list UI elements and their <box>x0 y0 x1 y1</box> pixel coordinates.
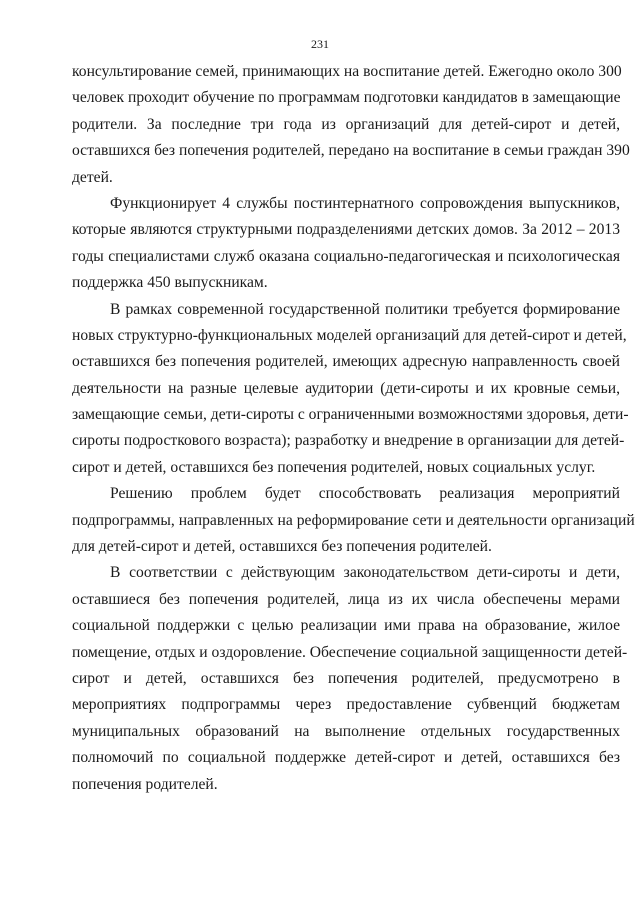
text-line: В соответствии с действующим законодательством дети-сироты и дети, <box>110 564 620 582</box>
text-line: оставшиеся без попечения родителей, лица из их числа обеспечены мерами <box>72 590 620 608</box>
paragraph <box>72 191 620 297</box>
text-line: детей. <box>72 168 113 186</box>
paragraph <box>72 59 630 191</box>
text-line: оставшихся без попечения родителей, имеющих адресную направленность своей <box>72 353 620 371</box>
text-line: В рамках современной государственной политики требуется формирование <box>110 300 620 318</box>
text-line: которые являются структурными подразделениями детских домов. За 2012 – 2013 <box>72 221 620 239</box>
text-line: замещающие семьи, дети-сироты с ограниченными возможностями здоровья, дети- <box>72 406 629 424</box>
text-line: Решению проблем будет способствовать реализация мероприятий <box>110 485 620 503</box>
text-line: родители. За последние три года из организаций для детей-сирот и детей, <box>72 115 620 133</box>
text-line: сироты подросткового возраста); разработку и внедрение в организации для детей- <box>72 432 625 450</box>
text-line: деятельности на разные целевые аудитории (дети-сироты и их кровные семьи, <box>72 379 620 397</box>
text-line: социальной поддержки с целью реализации ими права на образование, жилое <box>72 617 620 635</box>
text-line: попечения родителей. <box>72 775 218 793</box>
page-number: 231 <box>311 37 329 51</box>
text-line: для детей-сирот и детей, оставшихся без попечения родителей. <box>72 538 492 556</box>
text-line: полномочий по социальной поддержке детей-сирот и детей, оставшихся без <box>72 749 620 767</box>
text-line: годы специалистами служб оказана социально-педагогическая и психологическая <box>72 247 620 265</box>
paragraph <box>72 481 635 560</box>
text-line: сирот и детей, оставшихся без попечения родителей, предусмотрено в <box>72 669 620 687</box>
paragraph <box>72 560 628 798</box>
text-line: консультирование семей, принимающих на воспитание детей. Ежегодно около 300 <box>72 63 622 80</box>
text-line: новых структурно-функциональных моделей организаций для детей-сирот и детей, <box>72 326 627 344</box>
text-line: человек проходит обучение по программам подготовки кандидатов в замещающие <box>72 89 621 107</box>
document-body <box>72 59 635 798</box>
paragraph <box>72 297 629 482</box>
text-line: сирот и детей, оставшихся без попечения родителей, новых социальных услуг. <box>72 458 596 476</box>
text-line: поддержка 450 выпускникам. <box>72 274 268 292</box>
text-line: оставшихся без попечения родителей, передано на воспитание в семьи граждан 390 <box>72 142 630 160</box>
text-line: помещение, отдых и оздоровление. Обеспечение социальной защищенности детей- <box>72 643 628 661</box>
text-line: мероприятиях подпрограммы через предоставление субвенций бюджетам <box>72 696 620 714</box>
text-line: муниципальных образований на выполнение отдельных государственных <box>72 722 620 740</box>
text-line: Функционирует 4 службы постинтернатного сопровождения выпускников, <box>110 194 620 212</box>
text-line: подпрограммы, направленных на реформирование сети и деятельности организаций <box>72 511 635 529</box>
